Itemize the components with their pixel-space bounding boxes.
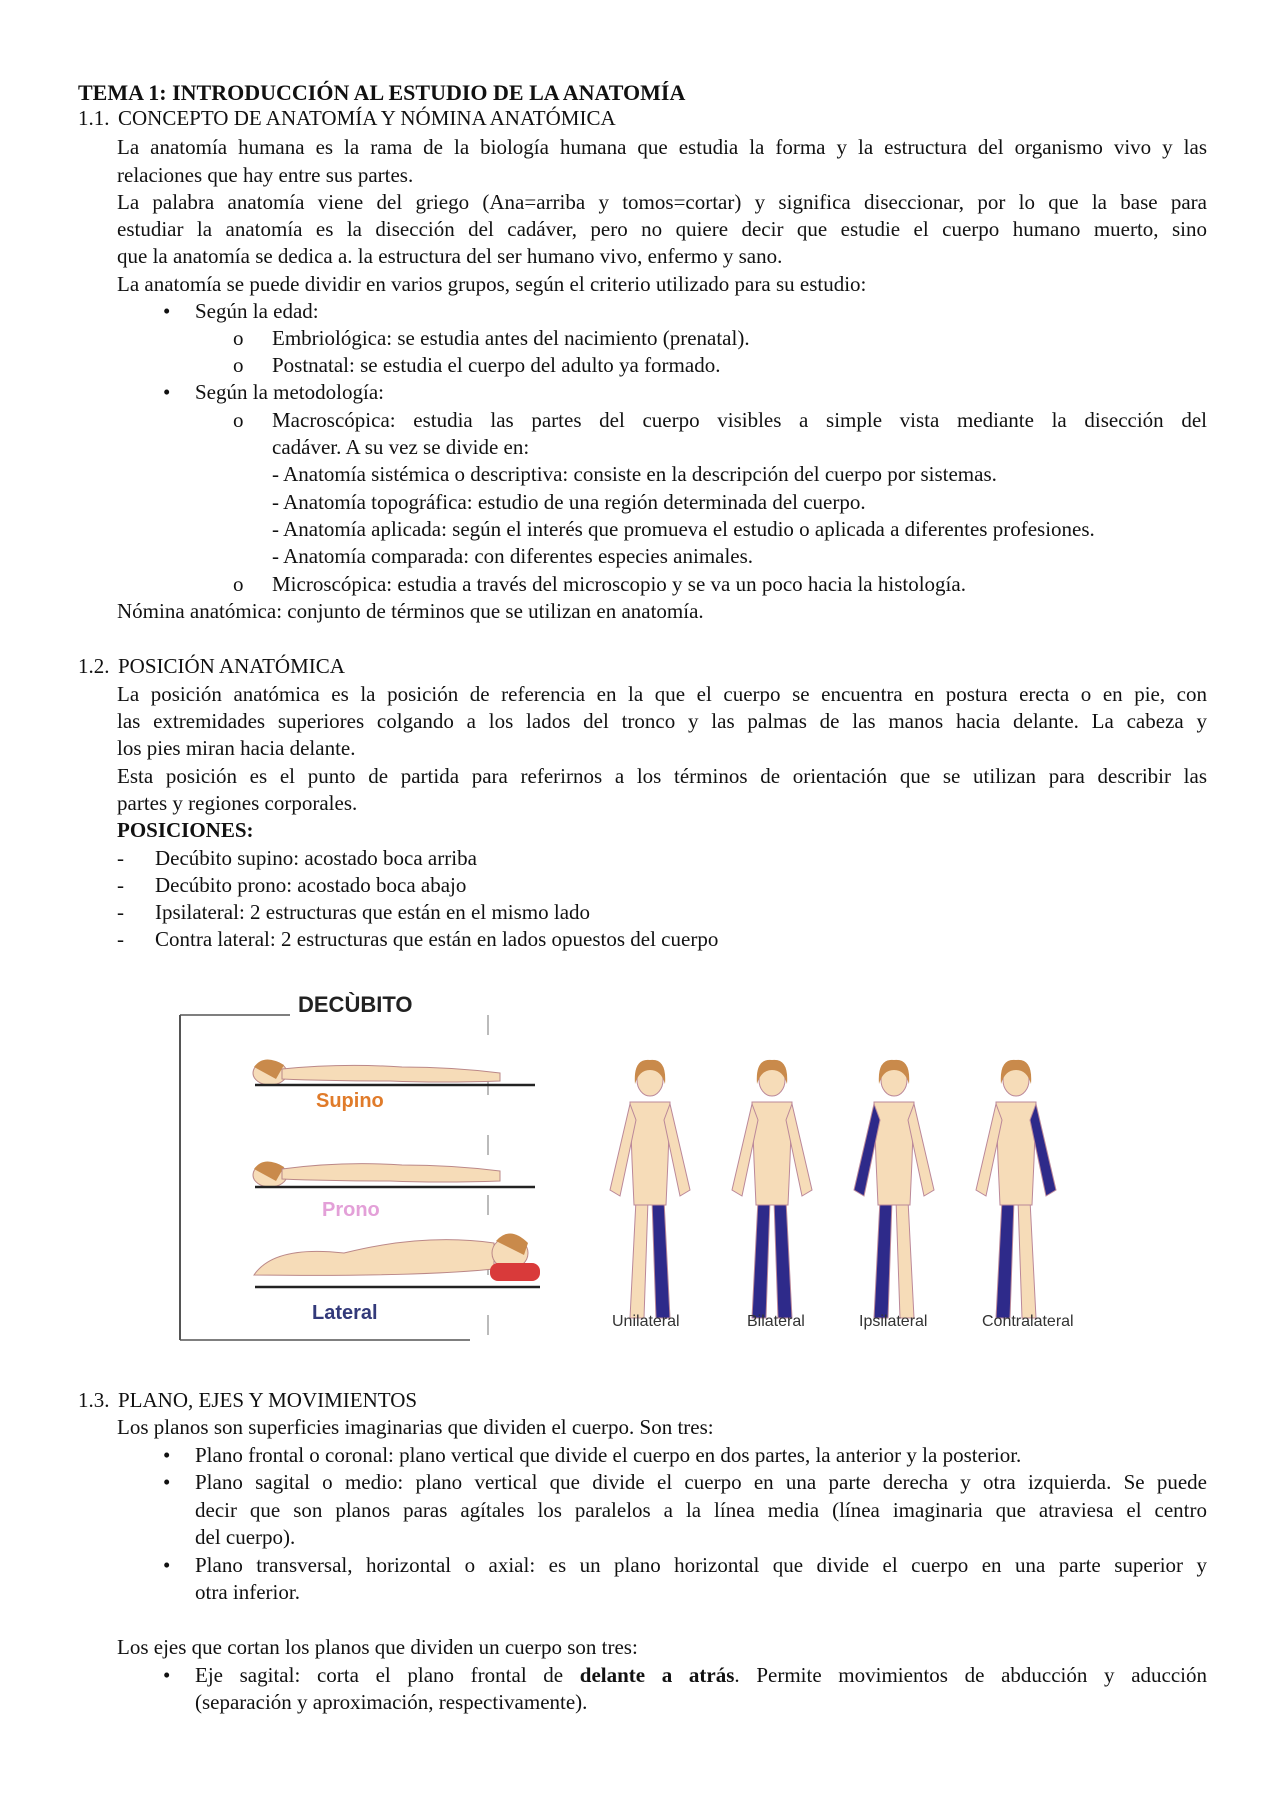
paragraph-line: los pies miran hacia delante. xyxy=(117,736,356,760)
bullet-icon: • xyxy=(163,1553,171,1577)
paragraph-line: Nómina anatómica: conjunto de términos que se utilizan en anatomía. xyxy=(117,599,704,623)
bullet-item: Según la metodología: xyxy=(195,380,384,404)
sub-bullet-line: cadáver. A su vez se divide en: xyxy=(272,435,530,459)
prono-label: Prono xyxy=(322,1199,380,1221)
circle-bullet-icon: o xyxy=(233,572,244,596)
axis-bold-text: delante a atrás xyxy=(579,1663,735,1687)
dash-item: - Anatomía comparada: con diferentes especies animales. xyxy=(272,544,754,568)
paragraph-line: que la anatomía se dedica a. la estructura del ser humano vivo, enfermo y sano. xyxy=(117,244,783,268)
bullet-line: decir que son planos paras agítales los paralelos a la línea media (línea imaginaria que atraviesa el centro xyxy=(195,1498,1207,1522)
circle-bullet-icon: o xyxy=(233,408,244,432)
section-number: 1.1. xyxy=(78,106,110,130)
dash-icon: - xyxy=(117,846,124,870)
pillow-icon xyxy=(490,1263,540,1281)
leg-right xyxy=(630,1200,648,1318)
leg-right xyxy=(996,1200,1014,1318)
body-supine-icon xyxy=(282,1065,500,1082)
section-heading: PLANO, EJES Y MOVIMIENTOS xyxy=(118,1388,418,1412)
torso xyxy=(874,1102,914,1205)
bullet-icon: • xyxy=(163,1470,171,1494)
paragraph-line: Esta posición es el punto de partida para referirnos a los términos de orientación que se utilizan para describir las xyxy=(117,764,1207,788)
torso xyxy=(752,1102,792,1205)
paragraph-line: La anatomía humana es la rama de la biología humana que estudia la forma y la estructura del organismo vivo y las xyxy=(117,135,1207,159)
paragraph-line: La palabra anatomía viene del griego (Ana=arriba y tomos=cortar) y significa diseccionar, por lo que la base para xyxy=(117,190,1207,214)
unilateral-label: Unilateral xyxy=(612,1313,680,1330)
paragraph-line: La posición anatómica es la posición de referencia en la que el cuerpo se encuentra en postura erecta o en pie, con xyxy=(117,682,1207,706)
bullet-icon: • xyxy=(163,1663,171,1687)
dash-icon: - xyxy=(117,927,124,951)
section-heading: CONCEPTO DE ANATOMÍA Y NÓMINA ANATÓMICA xyxy=(118,106,616,130)
bullet-icon: • xyxy=(163,299,171,323)
section-number: 1.3. xyxy=(78,1388,110,1412)
bullet-item xyxy=(195,1662,1207,1689)
axis-text: Eje sagital: corta el plano frontal de xyxy=(195,1663,564,1687)
position-item: Decúbito prono: acostado boca abajo xyxy=(155,873,467,897)
paragraph-line: Los planos son superficies imaginarias que dividen el cuerpo. Son tres: xyxy=(117,1415,714,1439)
leg-left xyxy=(774,1200,792,1318)
bullet-item: Plano transversal, horizontal o axial: es un plano horizontal que divide el cuerpo en una parte superior y xyxy=(195,1553,1207,1577)
bullet-icon: • xyxy=(163,1443,171,1467)
paragraph-line: las extremidades superiores colgando a los lados del tronco y las palmas de las manos hacia delante. La cabeza y xyxy=(117,709,1207,733)
position-item: Ipsilateral: 2 estructuras que están en el mismo lado xyxy=(155,900,591,924)
position-item: Decúbito supino: acostado boca arriba xyxy=(155,846,477,870)
paragraph-line: Los ejes que cortan los planos que dividen un cuerpo son tres: xyxy=(117,1635,638,1659)
sub-bullet-item: Macroscópica: estudia las partes del cuerpo visibles a simple vista mediante la disección del xyxy=(272,408,1207,432)
decubito-figure xyxy=(170,985,560,1355)
sub-bullet-item: Microscópica: estudia a través del microscopio y se va un poco hacia la histología. xyxy=(272,572,966,596)
supino-label: Supino xyxy=(316,1090,384,1112)
section-number: 1.2. xyxy=(78,654,110,678)
ipsilateral-label: Ipsilateral xyxy=(859,1313,928,1330)
dash-icon: - xyxy=(117,900,124,924)
document-title: TEMA 1: INTRODUCCIÓN AL ESTUDIO DE LA ANATOMÍA xyxy=(78,80,686,105)
circle-bullet-icon: o xyxy=(233,353,244,377)
leg-left xyxy=(896,1200,914,1318)
decubito-title: DECÙBITO xyxy=(298,992,413,1017)
paragraph-line: estudiar la anatomía es la disección del cadáver, pero no quiere decir que estudie el cuerpo humano muerto, sino xyxy=(117,217,1207,241)
lateral-label: Lateral xyxy=(312,1302,378,1324)
leg-left xyxy=(652,1200,670,1318)
body-lateral-icon xyxy=(254,1240,494,1276)
laterality-figure xyxy=(595,1050,1095,1340)
bilateral-label: Bilateral xyxy=(747,1313,805,1330)
axis-text: . Permite movimientos de abducción y aducción xyxy=(734,1663,1207,1687)
section-heading: POSICIÓN ANATÓMICA xyxy=(118,654,345,678)
leg-left xyxy=(1018,1200,1036,1318)
bullet-item: Según la edad: xyxy=(195,299,319,323)
dash-item: - Anatomía sistémica o descriptiva: consiste en la descripción del cuerpo por sistemas. xyxy=(272,462,997,486)
torso xyxy=(996,1102,1036,1205)
bullet-icon: • xyxy=(163,380,171,404)
body-prone-icon xyxy=(282,1164,500,1182)
bullet-line: del cuerpo). xyxy=(195,1525,296,1549)
dash-item: - Anatomía aplicada: según el interés que promueva el estudio o aplicada a diferentes profesiones. xyxy=(272,517,1095,541)
dash-item: - Anatomía topográfica: estudio de una región determinada del cuerpo. xyxy=(272,490,866,514)
bullet-line: (separación y aproximación, respectivamente). xyxy=(195,1690,588,1714)
dash-icon: - xyxy=(117,873,124,897)
bullet-item: Plano frontal o coronal: plano vertical que divide el cuerpo en dos partes, la anterior y la posterior. xyxy=(195,1443,1022,1467)
bullet-line: otra inferior. xyxy=(195,1580,300,1604)
sub-bullet-item: Embriológica: se estudia antes del nacimiento (prenatal). xyxy=(272,326,750,350)
leg-right xyxy=(874,1200,892,1318)
position-item: Contra lateral: 2 estructuras que están en lados opuestos del cuerpo xyxy=(155,927,719,951)
paragraph-line: partes y regiones corporales. xyxy=(117,791,358,815)
circle-bullet-icon: o xyxy=(233,326,244,350)
torso xyxy=(630,1102,670,1205)
paragraph-line: La anatomía se puede dividir en varios grupos, según el criterio utilizado para su estudio: xyxy=(117,272,867,296)
contralateral-label: Contralateral xyxy=(982,1313,1074,1330)
paragraph-line: relaciones que hay entre sus partes. xyxy=(117,163,414,187)
sub-bullet-item: Postnatal: se estudia el cuerpo del adulto ya formado. xyxy=(272,353,721,377)
bullet-item: Plano sagital o medio: plano vertical que divide el cuerpo en una parte derecha y otra izquierda. Se puede xyxy=(195,1470,1207,1494)
leg-right xyxy=(752,1200,770,1318)
positions-heading: POSICIONES: xyxy=(117,818,254,842)
